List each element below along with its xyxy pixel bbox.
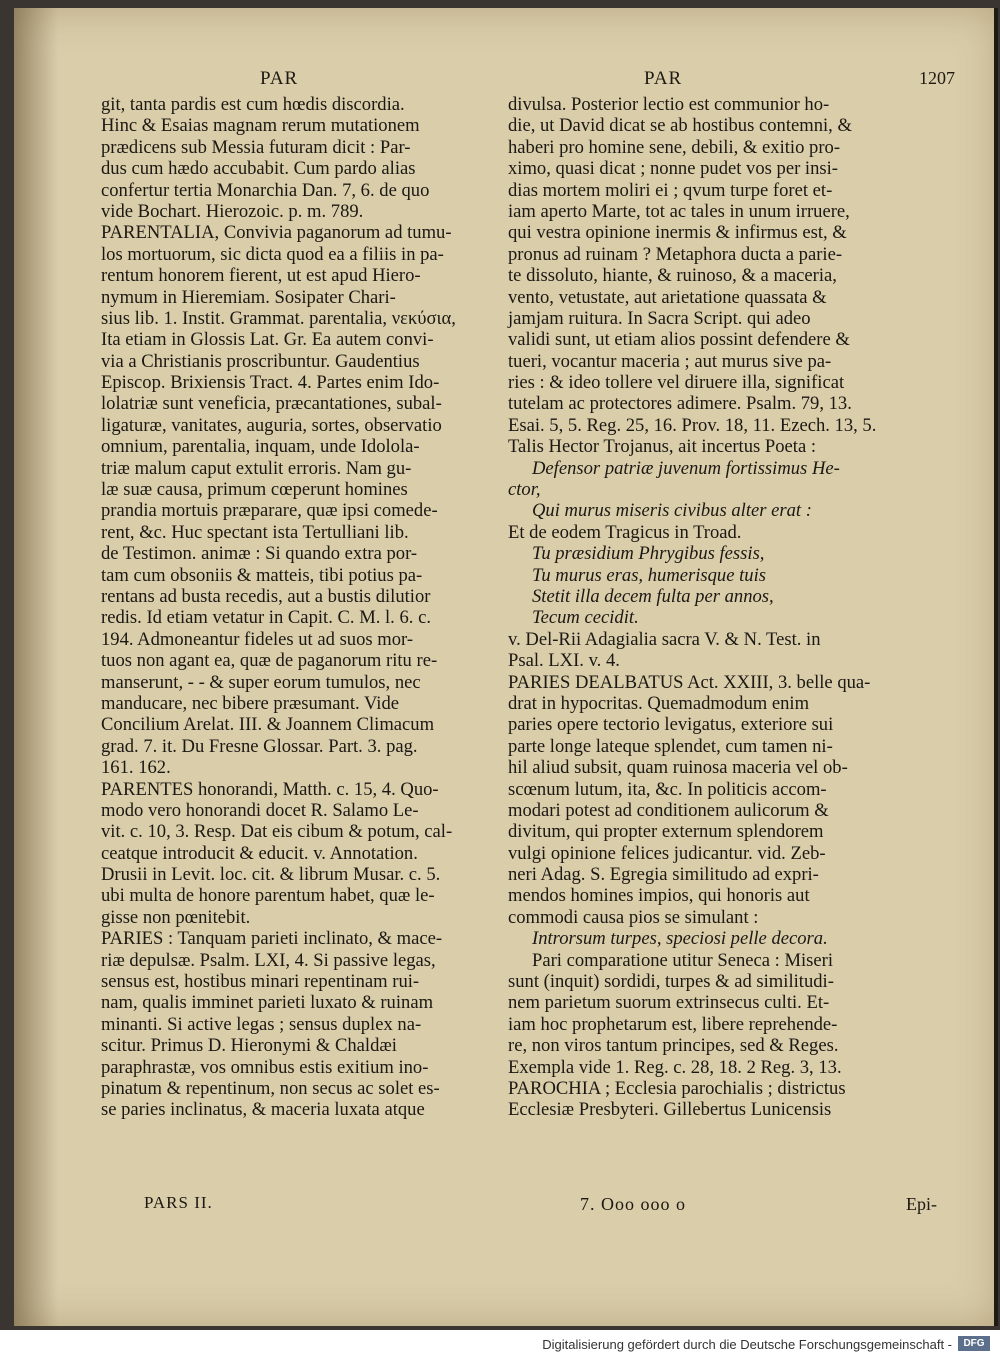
text-line: redis. Id etiam vetatur in Capit. C. M. l. 6. c. xyxy=(101,607,431,629)
text-line: commodi causa pios se simulant : xyxy=(508,906,759,928)
text-line: PAROCHIA ; Ecclesia parochialis ; districtus xyxy=(508,1077,846,1099)
running-head-right: PAR xyxy=(644,68,683,89)
text-line: paraphrastæ, vos omnibus estis exitium ino- xyxy=(101,1056,429,1078)
text-line: Talis Hector Trojanus, ait incertus Poeta : xyxy=(508,436,817,458)
text-line: dias mortem moliri ei ; qvum turpe foret et- xyxy=(508,179,833,201)
text-line: divulsa. Posterior lectio est communior ho- xyxy=(508,94,830,115)
text-line: PARIES DEALBATUS Act. XXIII, 3. belle qua- xyxy=(508,671,871,693)
text-line: vento, vetustate, aut arietatione quassata & xyxy=(508,286,827,308)
text-line: neri Adag. S. Egregia similitudo ad expri- xyxy=(508,864,819,886)
text-line: grad. 7. it. Du Fresne Glossar. Part. 3. pag. xyxy=(101,735,418,757)
text-line: nymum in Hieremiam. Sosipater Chari- xyxy=(101,286,396,308)
text-line: iam aperto Marte, tot ac tales in unum irruere, xyxy=(508,200,850,222)
text-line: Esai. 5, 5. Reg. 25, 16. Prov. 18, 11. Ezech. 13, 5. xyxy=(508,414,877,436)
book-page xyxy=(14,8,998,1326)
text-line: minanti. Si active legas ; sensus duplex na- xyxy=(101,1013,422,1035)
text-line: scœnum lutum, ita, &c. In politicis accom- xyxy=(508,778,827,800)
text-line: rent, &c. Huc spectant ista Tertulliani lib. xyxy=(101,521,409,543)
text-line: lolatriæ sunt veneficia, præcantationes, subal- xyxy=(101,393,442,415)
text-line: riæ depulsæ. Psalm. LXI, 4. Si passive legas, xyxy=(101,949,436,971)
text-line: sunt (inquit) sordidi, turpes & ad similitudi- xyxy=(508,971,834,993)
text-line: drat in hypocritas. Quemadmodum enim xyxy=(508,692,810,714)
text-line: rentans ad busta recedis, aut a bustis dilutior xyxy=(101,585,431,607)
text-line: manserunt, - - & super eorum tumulos, nec xyxy=(101,671,421,693)
text-line: git, tanta pardis est cum hœdis discordia. xyxy=(101,94,405,115)
text-line: Exempla vide 1. Reg. c. 28, 18. 2 Reg. 3, 13. xyxy=(508,1056,842,1078)
text-line: ctor, xyxy=(508,479,541,501)
text-line: dus cum hædo accubabit. Cum pardo alias xyxy=(101,158,416,180)
text-line: te dissoluto, hiante, & ruinoso, & a maceria, xyxy=(508,265,837,287)
running-head-left: PAR xyxy=(260,68,299,89)
text-line: ximo, quasi dicat ; nonne pudet vos per insi- xyxy=(508,158,838,180)
funding-notice: Digitalisierung gefördert durch die Deutsche Forschungsgemeinschaft - xyxy=(542,1337,952,1352)
text-line: Concilium Arelat. III. & Joannem Climacum xyxy=(101,714,435,736)
text-line: triæ malum caput extulit erroris. Nam gu- xyxy=(101,457,412,479)
text-line: modo vero honorandi docet R. Salamo Le- xyxy=(101,799,419,821)
text-line: Et de eodem Tragicus in Troad. xyxy=(508,521,742,543)
text-line: v. Del-Rii Adagialia sacra V. & N. Test. in xyxy=(508,628,821,650)
part-signature: PARS II. xyxy=(144,1193,213,1212)
gathering-signature: 7. Ooo ooo o xyxy=(580,1194,686,1214)
text-line: scitur. Primus D. Hieronymi & Chaldæi xyxy=(101,1035,397,1057)
text-line: Qui murus miseris civibus alter erat : xyxy=(532,500,812,522)
text-line: divitum, qui propter externum splendorem xyxy=(508,821,824,843)
text-line: Ita etiam in Glossis Lat. Gr. Ea autem convi- xyxy=(101,329,434,351)
text-line: manducare, nec bibere præsumant. Vide xyxy=(101,692,399,714)
right-text-column xyxy=(508,94,888,1121)
text-line: de Testimon. animæ : Si quando extra por- xyxy=(101,543,418,565)
text-line: ries : & ideo tollere vel diruere illa, significat xyxy=(508,372,845,394)
text-line: jamjam ruitura. In Sacra Script. qui adeo xyxy=(508,307,811,329)
text-line: nam, qualis imminet parieti luxato & ruinam xyxy=(101,992,434,1014)
text-line: omnium, parentalia, inquam, unde Idolola- xyxy=(101,436,420,458)
text-line: læ suæ causa, primum cœperunt homines xyxy=(101,479,408,501)
text-line: vulgi opinione felices judicantur. vid. Zeb- xyxy=(508,842,826,864)
text-line: pronus ad ruinam ? Metaphora ducta a parie- xyxy=(508,243,843,265)
text-line: tuos non agant ea, quæ de paganorum ritu re- xyxy=(101,650,438,672)
text-line: tueri, vocantur maceria ; aut murus sive pa- xyxy=(508,350,832,372)
text-line: Ecclesiæ Presbyteri. Gillebertus Lunicensis xyxy=(508,1099,832,1121)
text-line: modari potest ad conditionem aulicorum & xyxy=(508,799,829,821)
text-line: nem parietum suorum extrinsecus culti. Et- xyxy=(508,992,830,1014)
text-line: iam hoc prophetarum est, libere reprehende- xyxy=(508,1013,838,1035)
text-line: pinatum & repentinum, non secus ac solet es- xyxy=(101,1077,440,1099)
text-line: validi sunt, ut etiam alios possint defendere & xyxy=(508,329,850,351)
text-line: prædicens sub Messia futuram dicit : Par- xyxy=(101,136,411,158)
text-line: rentum honorem fierent, ut est apud Hiero- xyxy=(101,265,421,287)
text-line: PARENTES honorandi, Matth. c. 15, 4. Quo- xyxy=(101,778,439,800)
text-line: tutelam ac protectores adimere. Psalm. 79, 13. xyxy=(508,393,852,415)
text-line: PARENTALIA, Convivia paganorum ad tumu- xyxy=(101,222,452,244)
text-line: sius lib. 1. Instit. Grammat. parentalia, νεκύσια, xyxy=(101,307,456,329)
text-line: parte longe lateque splendet, cum tamen ni- xyxy=(508,735,833,757)
text-line: Tu præsidium Phrygibus fessis, xyxy=(532,543,765,565)
text-line: los mortuorum, sic dicta quod ea a filiis in pa- xyxy=(101,243,444,265)
text-line: Defensor patriæ juvenum fortissimus He- xyxy=(532,457,840,479)
text-line: die, ut David dicat se ab hostibus contemni, & xyxy=(508,115,852,137)
text-line: paries opere tectorio levigatus, exteriore sui xyxy=(508,714,834,736)
text-line: Stetit illa decem fulta per annos, xyxy=(532,585,774,607)
text-line: via a Christianis proscribuntur. Gaudentius xyxy=(101,350,420,372)
dfg-logo: DFG xyxy=(958,1336,990,1351)
text-line: ubi multa de honore parentum habet, quæ le- xyxy=(101,885,435,907)
digitization-footer xyxy=(0,1330,1000,1358)
text-line: 161. 162. xyxy=(101,757,171,779)
text-line: Drusii in Levit. loc. cit. & librum Musar. c. 5. xyxy=(101,864,441,886)
left-text-column xyxy=(101,94,481,1121)
text-line: Introrsum turpes, speciosi pelle decora. xyxy=(532,928,828,950)
text-line: mendos homines impios, qui honoris aut xyxy=(508,885,810,907)
text-line: confertur tertia Monarchia Dan. 7, 6. de quo xyxy=(101,179,430,201)
text-line: haberi pro homine sene, debili, & exitio pro- xyxy=(508,136,841,158)
text-line: hil aliud subsit, quam ruinosa maceria vel ob- xyxy=(508,757,848,779)
text-line: Pari comparatione utitur Seneca : Miseri xyxy=(532,949,834,971)
page-number: 1207 xyxy=(919,68,955,88)
text-line: prandia mortuis præparare, quæ ipsi comede- xyxy=(101,500,438,522)
text-line: vit. c. 10, 3. Resp. Dat eis cibum & potum, cal- xyxy=(101,821,453,843)
text-line: tam cum obsoniis & matteis, tibi potius pa- xyxy=(101,564,423,586)
text-line: Psal. LXI. v. 4. xyxy=(508,650,620,672)
text-line: se paries inclinatus, & maceria luxata atque xyxy=(101,1099,425,1121)
text-line: qui vestra opinione inermis & infirmus est, & xyxy=(508,222,847,244)
text-line: vide Bochart. Hierozoic. p. m. 789. xyxy=(101,200,364,222)
catchword: Epi- xyxy=(906,1194,937,1214)
text-line: ceatque introducit & educit. v. Annotation. xyxy=(101,842,418,864)
text-line: ligaturæ, vanitates, auguria, sortes, observatio xyxy=(101,414,442,436)
text-line: gisse non pœnitebit. xyxy=(101,906,251,928)
text-line: Tecum cecidit. xyxy=(532,607,639,629)
text-line: 194. Admoneantur fideles ut ad suos mor- xyxy=(101,628,414,650)
text-line: Episcop. Brixiensis Tract. 4. Partes enim Ido- xyxy=(101,372,440,394)
text-line: sensus est, hostibus minari repentinam rui- xyxy=(101,971,420,993)
text-line: Tu murus eras, humerisque tuis xyxy=(532,564,766,586)
text-line: Hinc & Esaias magnam rerum mutationem xyxy=(101,115,420,137)
text-line: PARIES : Tanquam parieti inclinato, & mace- xyxy=(101,928,443,950)
text-line: re, non viros tantum principes, sed & Reges. xyxy=(508,1035,839,1057)
